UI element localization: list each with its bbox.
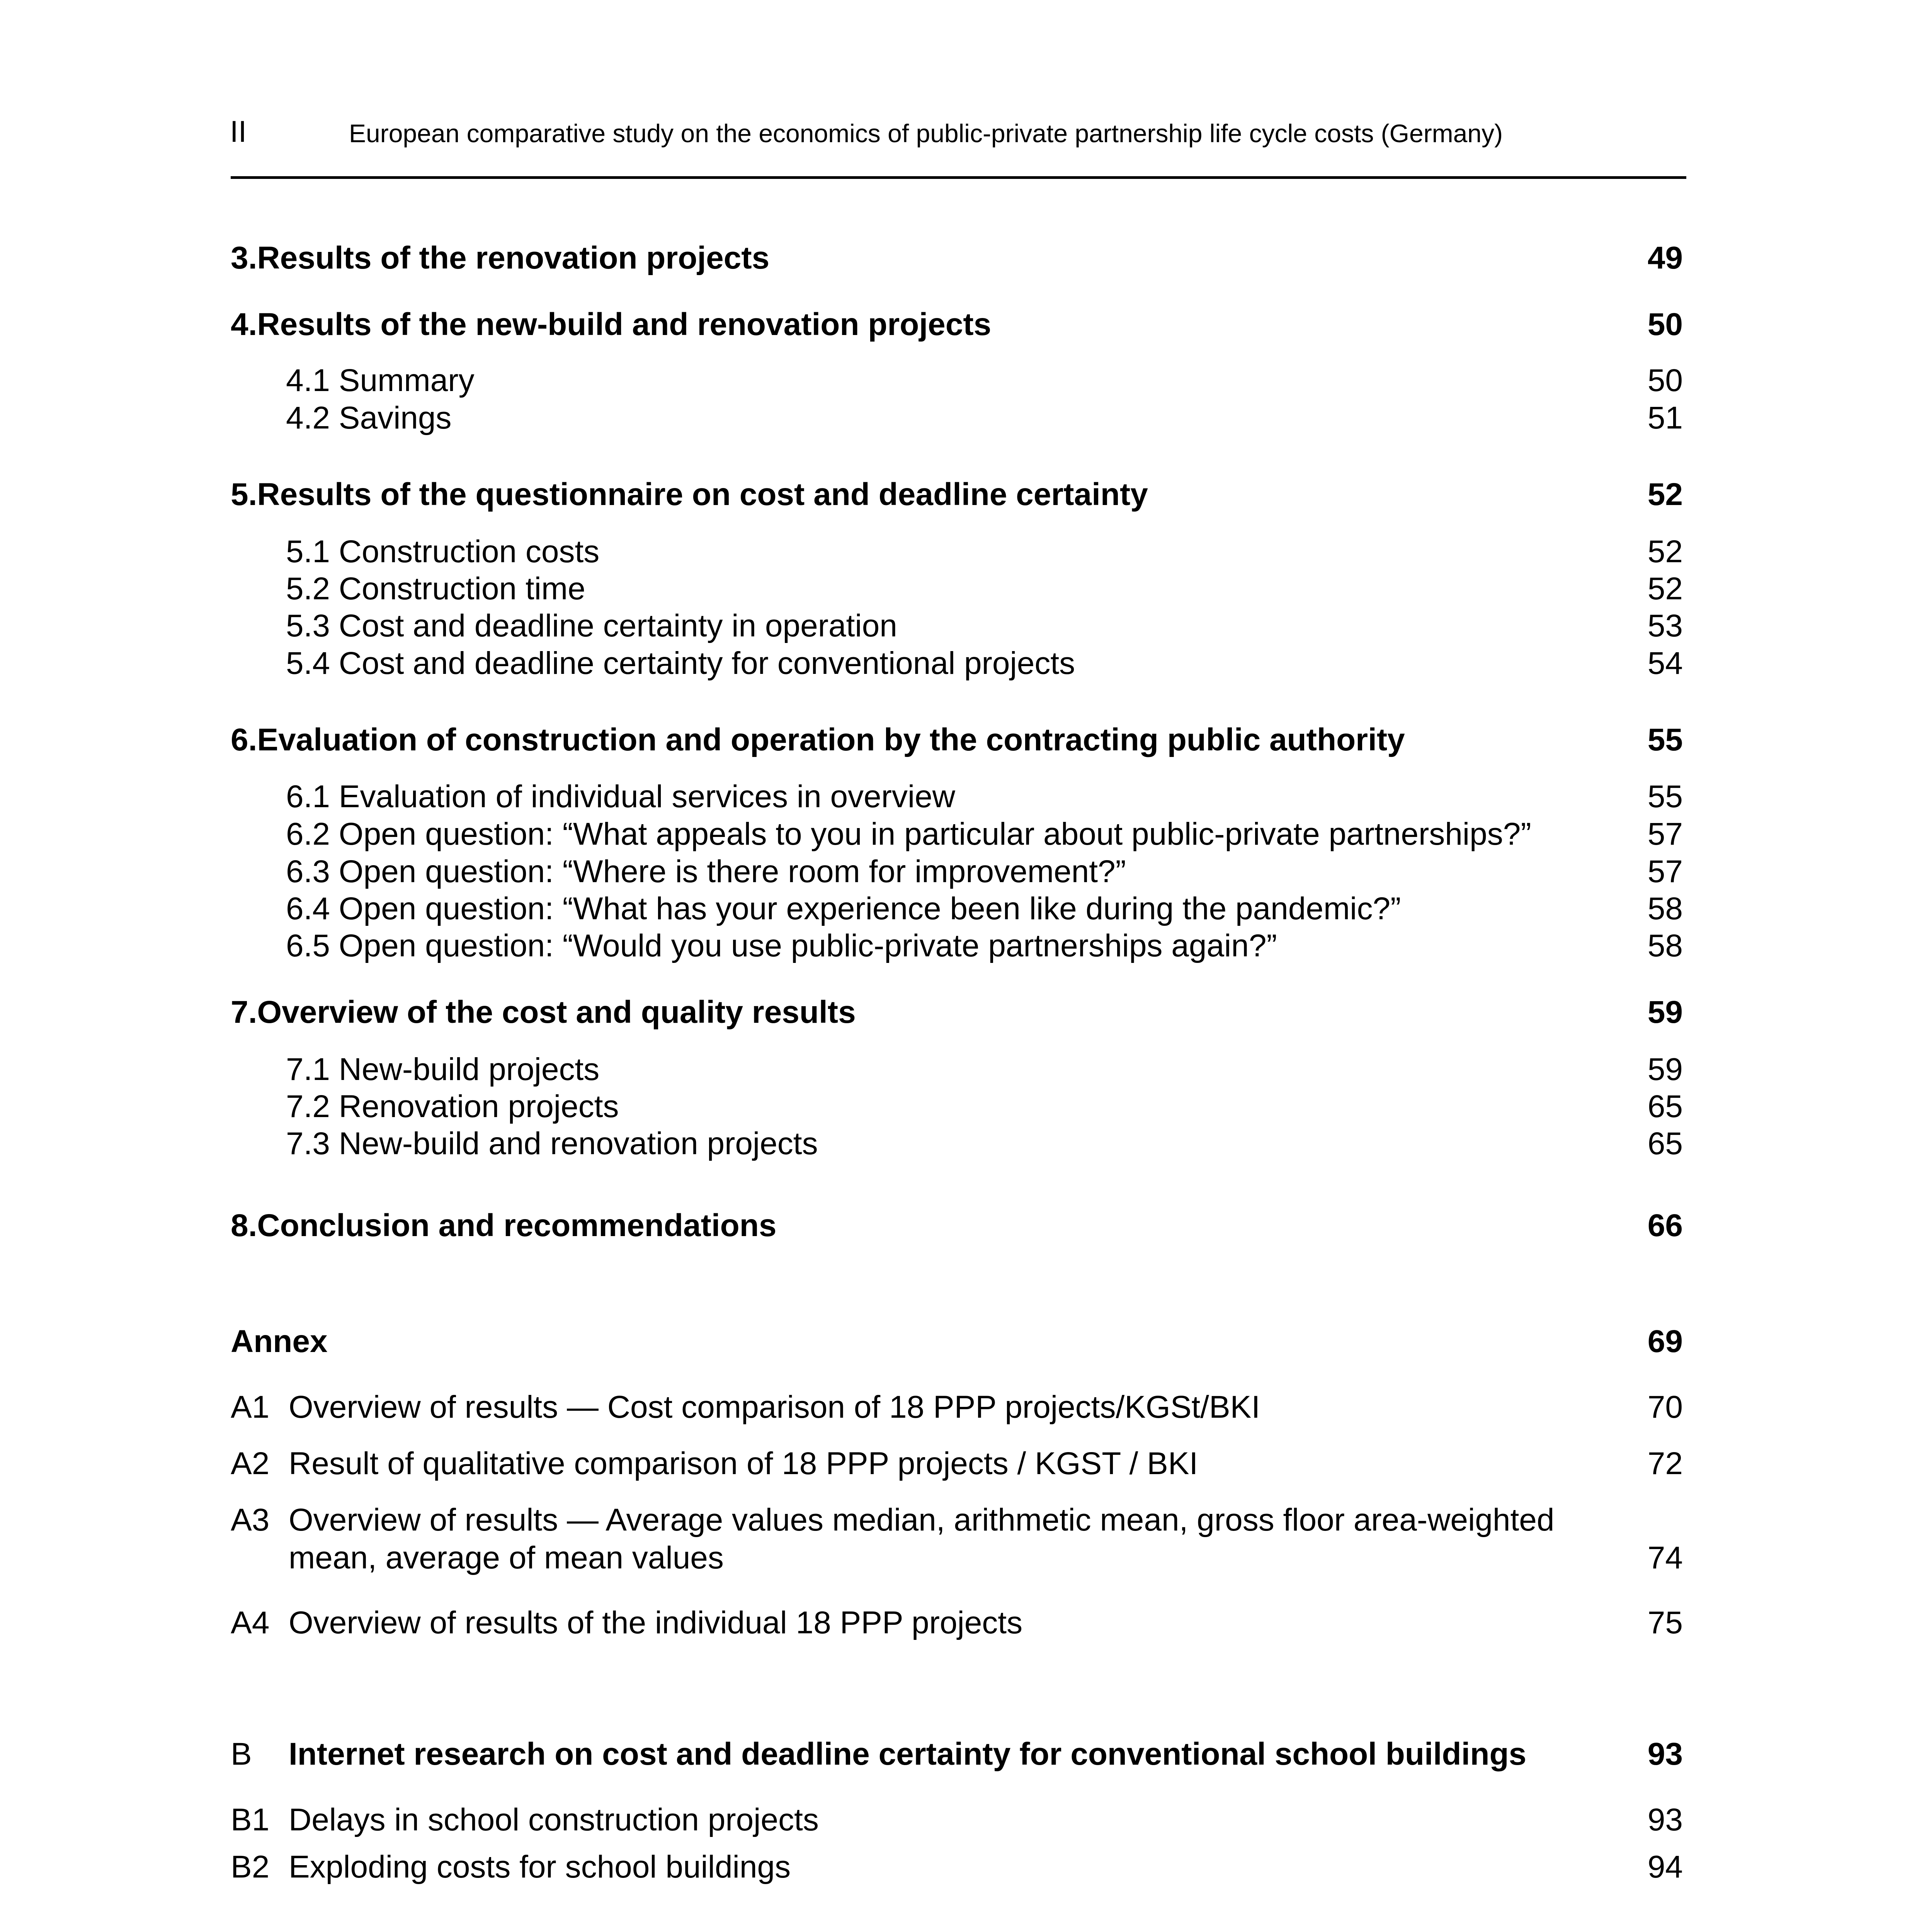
toc-entry-code: A2 — [231, 1446, 270, 1481]
toc-entry-section-6-3 — [0, 852, 1917, 891]
toc-entry-title: 6.2 Open question: “What appeals to you in particular about public-private partnerships?” — [286, 816, 1531, 852]
toc-entry-annex — [0, 1322, 1917, 1361]
toc-entry-code: A3 — [231, 1502, 270, 1537]
toc-entry-page: 65 — [1647, 1126, 1683, 1161]
toc-entry-section-7-2 — [0, 1087, 1917, 1126]
toc-entry-section-5-2 — [0, 570, 1917, 608]
toc-entry-section-6-1 — [0, 777, 1917, 816]
toc-entry-title: 5.4 Cost and deadline certainty for conventional projects — [286, 646, 1075, 681]
toc-entry-title: 6.4 Open question: “What has your experience been like during the pandemic?” — [286, 891, 1401, 926]
toc-entry-title: 5.3 Cost and deadline certainty in operation — [286, 608, 897, 643]
toc-entry-page: 50 — [1647, 363, 1683, 398]
header-rule — [231, 176, 1686, 179]
toc-entry-code: B1 — [231, 1802, 270, 1837]
toc-entry-title: Internet research on cost and deadline certainty for conventional school buildings — [289, 1736, 1527, 1772]
toc-entry-title: 4.Results of the new-build and renovation projects — [231, 307, 992, 342]
toc-entry-section-6-2 — [0, 815, 1917, 854]
toc-entry-section-6-5 — [0, 927, 1917, 965]
toc-entry-page: 93 — [1647, 1802, 1683, 1837]
toc-entry-title: Delays in school construction projects — [289, 1802, 819, 1837]
toc-entry-page: 50 — [1647, 307, 1683, 342]
toc-entry-page: 58 — [1647, 928, 1683, 963]
toc-entry-annex-b — [0, 1735, 1917, 1774]
toc-entry-chapter-6 — [0, 721, 1917, 759]
toc-entry-section-7-1 — [0, 1050, 1917, 1089]
toc-entry-title: 7.Overview of the cost and quality results — [231, 995, 856, 1030]
toc-entry-code: A1 — [231, 1389, 270, 1425]
toc-entry-page: 93 — [1647, 1736, 1683, 1772]
toc-entry-chapter-4 — [0, 305, 1917, 344]
toc-entry-section-4-1 — [0, 361, 1917, 400]
toc-entry-section-5-1 — [0, 532, 1917, 571]
toc-entry-page: 53 — [1647, 608, 1683, 643]
toc-entry-annex-a2 — [0, 1444, 1917, 1483]
page-header — [0, 0, 1917, 185]
toc-entry-chapter-3 — [0, 239, 1917, 277]
toc-entry-section-5-4 — [0, 644, 1917, 683]
toc-entry-section-7-3 — [0, 1124, 1917, 1163]
toc-entry-chapter-7 — [0, 993, 1917, 1032]
toc-entry-title: 6.1 Evaluation of individual services in overview — [286, 779, 956, 814]
toc-entry-title: Overview of results — Cost comparison of 18 PPP projects/KGSt/BKI — [289, 1389, 1260, 1425]
toc-entry-title: 6.5 Open question: “Would you use public-private partnerships again?” — [286, 928, 1277, 963]
toc-entry-page: 69 — [1647, 1324, 1683, 1359]
toc-entry-page: 55 — [1647, 722, 1683, 757]
toc-entry-title: 5.2 Construction time — [286, 571, 585, 606]
toc-entry-annex-b1 — [0, 1801, 1917, 1839]
toc-entry-code: A4 — [231, 1605, 270, 1640]
toc-entry-page: 54 — [1647, 646, 1683, 681]
toc-entry-page: 57 — [1647, 816, 1683, 852]
toc-entry-title: 5.1 Construction costs — [286, 534, 600, 569]
toc-entry-title: Exploding costs for school buildings — [289, 1849, 791, 1884]
toc-entry-title: 5.Results of the questionnaire on cost and deadline certainty — [231, 477, 1148, 512]
header-page-number: II — [230, 114, 247, 148]
toc-entry-page: 65 — [1647, 1089, 1683, 1124]
toc-entry-section-5-3 — [0, 607, 1917, 645]
toc-entry-annex-a4 — [0, 1604, 1917, 1642]
toc-entry-page: 59 — [1647, 995, 1683, 1030]
toc-entry-page: 58 — [1647, 891, 1683, 926]
toc-entry-page: 70 — [1647, 1389, 1683, 1425]
toc-entry-page: 52 — [1647, 477, 1683, 512]
toc-entry-title-line-1: Overview of results — Average values median, arithmetic mean, gross floor area-weighted — [289, 1502, 1555, 1537]
toc-entry-page: 72 — [1647, 1446, 1683, 1481]
toc-entry-title: 7.2 Renovation projects — [286, 1089, 619, 1124]
toc-entry-chapter-5 — [0, 475, 1917, 514]
toc-entry-annex-a1 — [0, 1388, 1917, 1427]
toc-entry-page: 49 — [1647, 240, 1683, 276]
toc-entry-title: 3.Results of the renovation projects — [231, 240, 770, 276]
toc-entry-title: 8.Conclusion and recommendations — [231, 1208, 777, 1243]
toc-entry-page: 51 — [1647, 400, 1683, 435]
toc-entry-page: 74 — [1647, 1540, 1683, 1575]
toc-entry-section-6-4 — [0, 889, 1917, 928]
toc-entry-title: Result of qualitative comparison of 18 PPP projects / KGST / BKI — [289, 1446, 1198, 1481]
toc-entry-title: 6.Evaluation of construction and operation by the contracting public authority — [231, 722, 1405, 757]
toc-entry-page: 75 — [1647, 1605, 1683, 1640]
toc-entry-title: 4.1 Summary — [286, 363, 475, 398]
header-running-title: European comparative study on the economics of public-private partnership life cycle costs (Germany) — [349, 119, 1503, 148]
toc-entry-page: 59 — [1647, 1052, 1683, 1087]
toc-entry-page: 52 — [1647, 534, 1683, 569]
toc-entry-title: Overview of results of the individual 18 PPP projects — [289, 1605, 1023, 1640]
toc-entry-title-line-2: mean, average of mean values — [289, 1540, 724, 1575]
toc-entry-section-4-2 — [0, 399, 1917, 437]
toc-entry-page: 55 — [1647, 779, 1683, 814]
toc-entry-title: 4.2 Savings — [286, 400, 452, 435]
toc-entry-annex-a3 — [0, 1501, 1917, 1578]
toc-entry-code: B — [231, 1736, 252, 1772]
toc-entry-page: 94 — [1647, 1849, 1683, 1884]
toc-entry-annex-b2 — [0, 1848, 1917, 1886]
toc-entry-page: 57 — [1647, 854, 1683, 889]
toc-entry-title: 7.3 New-build and renovation projects — [286, 1126, 818, 1161]
toc-entry-code: B2 — [231, 1849, 270, 1884]
toc-entry-title: Annex — [231, 1324, 328, 1359]
toc-entry-page: 52 — [1647, 571, 1683, 606]
toc-entry-title: 6.3 Open question: “Where is there room for improvement?” — [286, 854, 1126, 889]
toc-entry-chapter-8 — [0, 1206, 1917, 1245]
toc-entry-title: 7.1 New-build projects — [286, 1052, 600, 1087]
toc-entry-page: 66 — [1647, 1208, 1683, 1243]
